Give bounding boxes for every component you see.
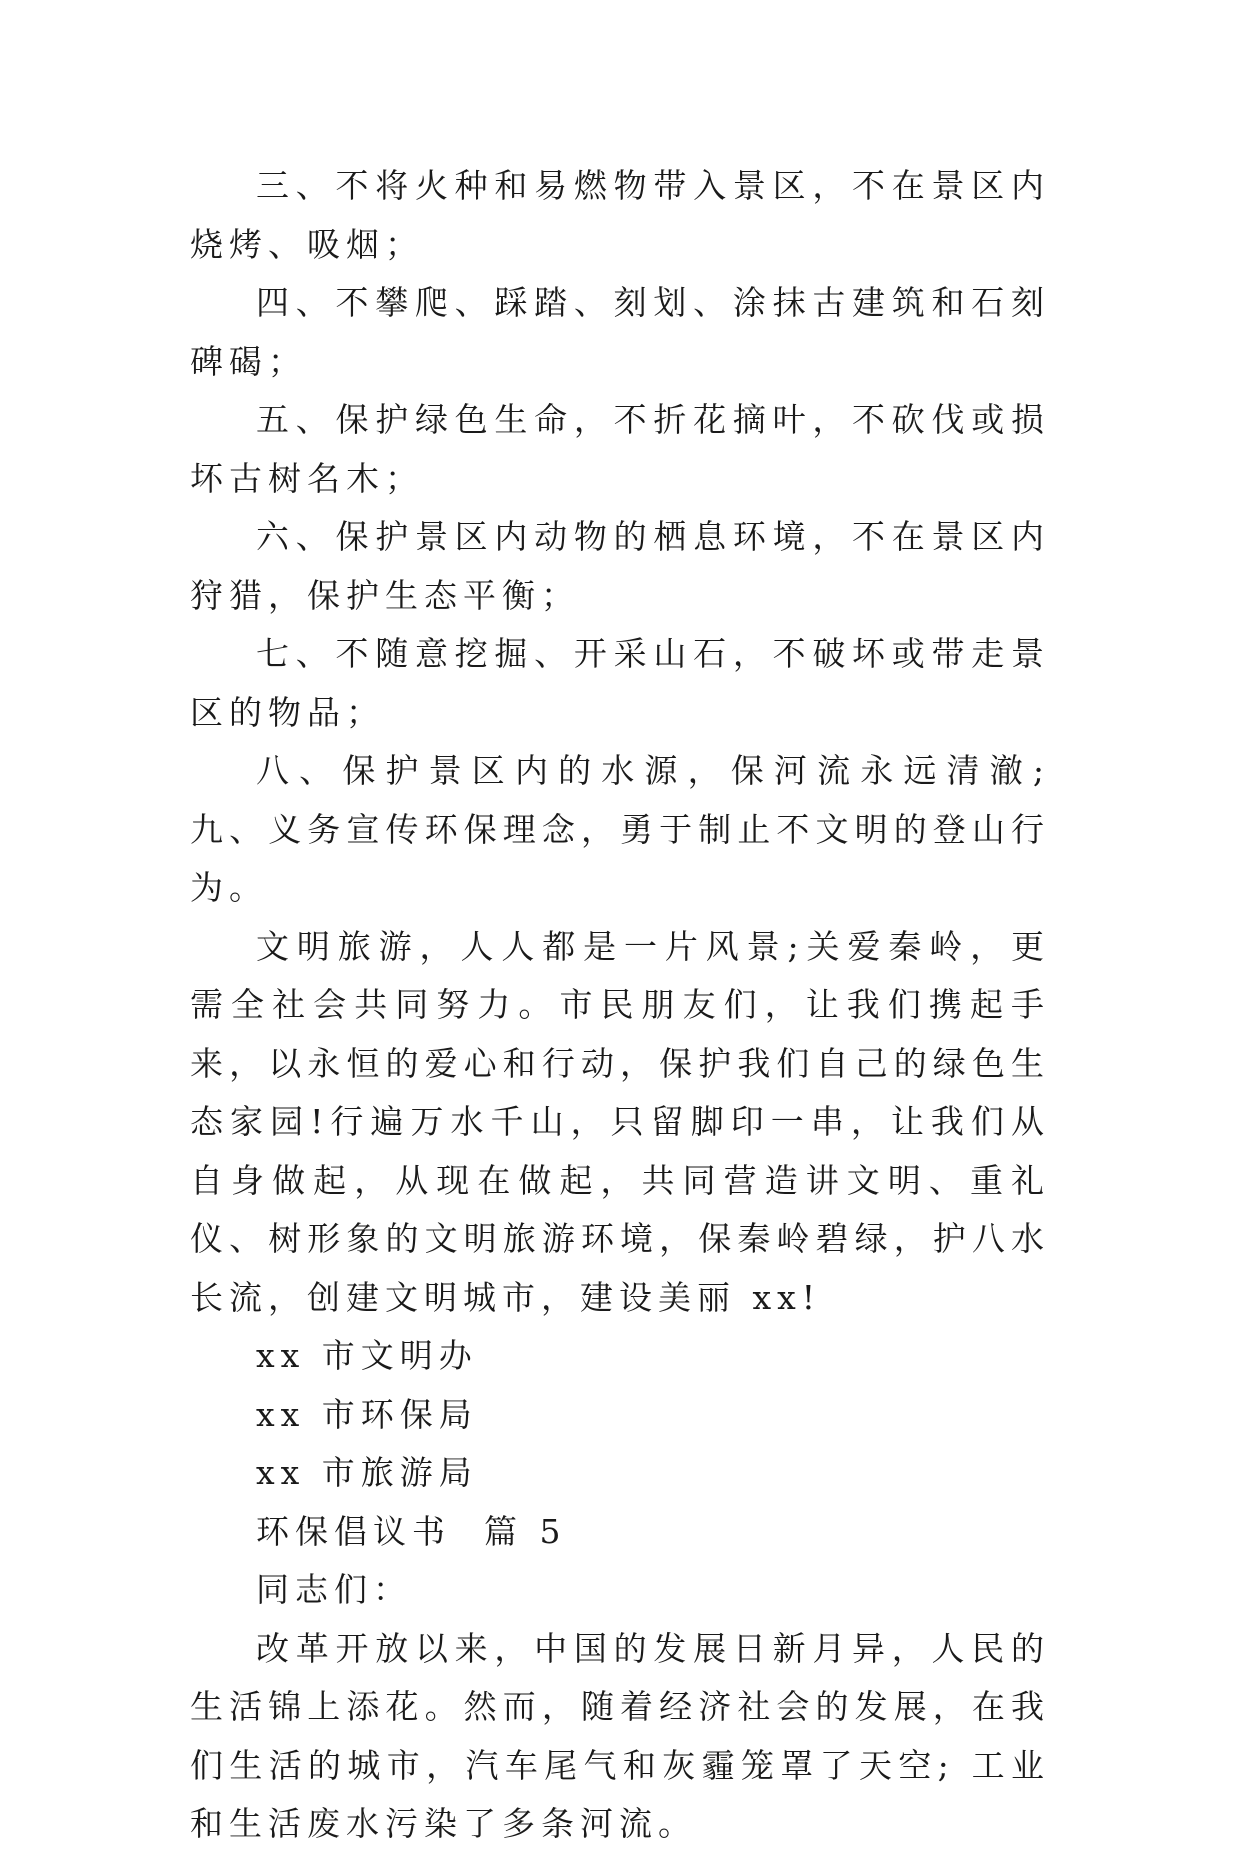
signature-tourism-bureau: xx 市旅游局: [256, 1453, 478, 1492]
salutation: 同志们：: [256, 1570, 412, 1609]
paragraph-rule-4: 四、不攀爬、踩踏、刻划、涂抹古建筑和石刻碑碣；: [190, 283, 1050, 381]
document-body: [190, 157, 1050, 1854]
signature-environment-bureau: xx 市环保局: [256, 1394, 478, 1434]
paragraph-rule-3: 三、不将火种和易燃物带入景区，不在景区内烧烤、吸烟；: [190, 166, 1050, 264]
paragraph-intro: 改革开放以来，中国的发展日新月异，人民的生活锦上添花。然而，随着经济社会的发展，在我们生活的城市，汽车尾气和灰霾笼罩了天空; 工业和生活废水污染了多条河流。: [190, 1628, 1050, 1843]
paragraph-rule-6: 六、保护景区内动物的栖息环境，不在景区内狩猎，保护生态平衡；: [190, 517, 1050, 615]
section-heading: 环保倡议书 篇 5: [256, 1511, 567, 1551]
paragraph-rule-8-9: 八、保护景区内的水源，保河流永远清澈;九、义务宣传环保理念，勇于制止不文明的登山行为。: [190, 751, 1050, 907]
paragraph-rule-5: 五、保护绿色生命，不折花摘叶，不砍伐或损坏古树名木；: [190, 400, 1050, 498]
signature-civilization-office: xx 市文明办: [256, 1336, 478, 1375]
paragraph-closing-appeal: 文明旅游，人人都是一片风景;关爱秦岭，更需全社会共同努力。市民朋友们，让我们携起手来，以永恒的爱心和行动，保护我们自己的绿色生态家园!行遍万水千山，只留脚印一串，让我们从自身做起，从现在做起，共同营造讲文明、重礼仪、树形象的文明旅游环境，保秦岭碧绿，护八水长流，创建文明城市，建设美丽 xx!: [190, 926, 1050, 1317]
paragraph-rule-7: 七、不随意挖掘、开采山石，不破坏或带走景区的物品；: [190, 634, 1050, 732]
